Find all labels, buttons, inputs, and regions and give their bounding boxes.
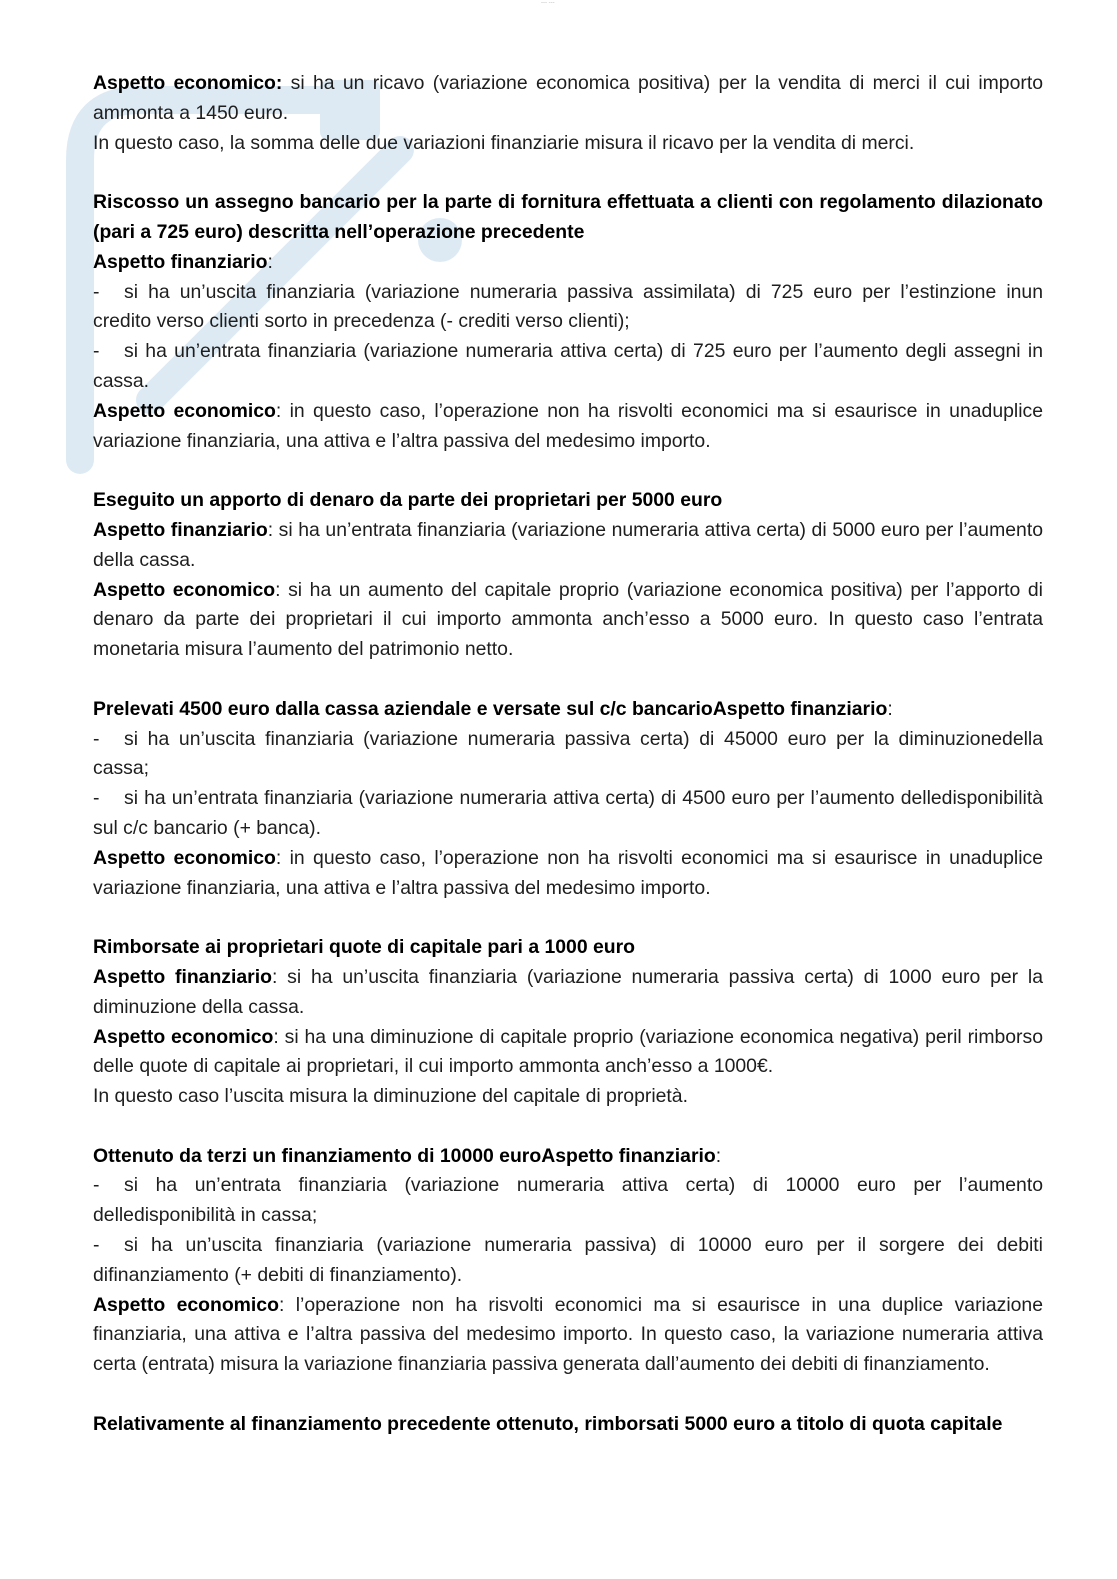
paragraph-text: : si ha un aumento del capitale proprio (variazione economica positiva) per l’apporto di denaro da parte dei proprietari il cui importo ammonta anch’esso a 5000 euro. In questo caso l’entrata monetaria misura l’aumento del patrimonio netto. xyxy=(93,578,1043,661)
bullet-text: si ha un’uscita finanziaria (variazione numeraria passiva certa) di 45000 euro per la diminuzionedella cassa; xyxy=(93,727,1043,780)
bullet-item xyxy=(93,278,1043,338)
paragraph-gap xyxy=(93,1112,1043,1142)
bullet-dash: - xyxy=(93,787,100,810)
section-heading-text: Relativamente al finanziamento precedente ottenuto, rimborsati 5000 euro a titolo di quota capitale xyxy=(93,1412,1003,1435)
section-heading xyxy=(93,1410,1043,1440)
bullet-text: si ha un’entrata finanziaria (variazione numeraria attiva certa) di 4500 euro per l’aumento delledisponibilità sul c/c bancario (+ banca). xyxy=(93,787,1043,839)
paragraph xyxy=(93,129,1043,159)
section-heading-text: Riscosso un assegno bancario per la parte di fornitura effettuata a clienti con regolamento dilazionato (pari a 725 euro) descritta nell’operazione precedente xyxy=(93,191,1043,243)
bullet-dash: - xyxy=(93,1234,100,1257)
bullet-item xyxy=(93,725,1043,785)
paragraph-text: : si ha un’entrata finanziaria (variazione numeraria attiva certa) di 5000 euro per l’aumento della cassa. xyxy=(93,518,1043,571)
section-heading-text: Rimborsate ai proprietari quote di capitale pari a 1000 euro xyxy=(93,936,636,959)
section-heading xyxy=(93,486,1043,516)
bullet-text: si ha un’uscita finanziaria (variazione numeraria passiva) di 10000 euro per il sorgere dei debiti difinanziamento (+ debiti di finanziamento). xyxy=(93,1234,1043,1286)
paragraph-gap xyxy=(93,456,1043,486)
paragraph-text: si ha un ricavo (variazione economica positiva) per la vendita di merci il cui importo ammonta a 1450 euro. xyxy=(93,72,1043,124)
paragraph-text: : si ha una diminuzione di capitale proprio (variazione economica negativa) peril rimborso delle quote di capitale ai proprietari, il cui importo ammonta anch’esso a 1000€. xyxy=(93,1025,1043,1078)
paragraph-gap xyxy=(93,903,1043,933)
paragraph-label: Aspetto economico xyxy=(93,846,276,869)
document-body xyxy=(93,69,1043,1440)
bullet-dash: - xyxy=(93,727,100,750)
paragraph xyxy=(93,963,1043,1023)
bullet-item xyxy=(93,784,1043,844)
bullet-item xyxy=(93,1171,1043,1231)
paragraph xyxy=(93,516,1043,576)
header-mark: --- --- xyxy=(541,0,555,6)
section-heading xyxy=(93,188,1043,248)
bullet-dash: - xyxy=(93,1174,100,1197)
paragraph-label: Aspetto economico: xyxy=(93,72,283,94)
section-heading-text: Eseguito un apporto di denaro da parte dei proprietari per 5000 euro xyxy=(93,489,723,512)
paragraph-label: Aspetto finanziario xyxy=(93,518,268,541)
bullet-text: si ha un’uscita finanziaria (variazione numeraria passiva assimilata) di 725 euro per l’estinzione inun credito verso clienti sorto in precedenza (- crediti verso clienti); xyxy=(93,280,1043,333)
paragraph xyxy=(93,248,1043,278)
bullet-dash: - xyxy=(93,340,100,363)
paragraph-gap xyxy=(93,665,1043,695)
paragraph-text: : in questo caso, l’operazione non ha risvolti economici ma si esaurisce in unaduplice variazione finanziaria, una attiva e l’altra passiva del medesimo importo. xyxy=(93,846,1043,899)
section-heading-tail: : xyxy=(887,697,893,720)
paragraph xyxy=(93,397,1043,457)
paragraph-text: : l’operazione non ha risvolti economici ma si esaurisce in una duplice variazione finanziaria, una attiva e l’altra passiva del medesimo importo. In questo caso, la variazione numeraria attiva certa (entrata) misura la variazione finanziaria passiva generata dall’aumento dei debiti di finanziamento. xyxy=(93,1293,1043,1376)
paragraph-gap xyxy=(93,158,1043,188)
section-heading xyxy=(93,695,1043,725)
section-heading-tail: : xyxy=(715,1144,722,1167)
paragraph-label: Aspetto economico xyxy=(93,399,276,422)
section-heading-text: Prelevati 4500 euro dalla cassa aziendale e versate sul c/c bancarioAspetto finanziario xyxy=(93,697,888,720)
paragraph xyxy=(93,1023,1043,1083)
bullet-text: si ha un’entrata finanziaria (variazione numeraria attiva certa) di 10000 euro per l’aumento delledisponibilità in cassa; xyxy=(93,1174,1043,1227)
paragraph-text: In questo caso l’uscita misura la diminuzione del capitale di proprietà. xyxy=(93,1085,688,1108)
section-heading xyxy=(93,1142,1043,1172)
paragraph-label: Aspetto economico xyxy=(93,578,276,601)
bullet-item xyxy=(93,1231,1043,1291)
paragraph-text: : xyxy=(267,250,273,273)
paragraph-gap xyxy=(93,1380,1043,1410)
paragraph xyxy=(93,1291,1043,1380)
paragraph-text: : si ha un’uscita finanziaria (variazione numeraria passiva certa) di 1000 euro per la diminuzione della cassa. xyxy=(93,965,1043,1018)
section-heading xyxy=(93,933,1043,963)
paragraph-text: : in questo caso, l’operazione non ha risvolti economici ma si esaurisce in unaduplice variazione finanziaria, una attiva e l’altra passiva del medesimo importo. xyxy=(93,399,1043,452)
bullet-text: si ha un’entrata finanziaria (variazione numeraria attiva certa) di 725 euro per l’aumento degli assegni in cassa. xyxy=(93,340,1043,392)
paragraph-label: Aspetto economico xyxy=(93,1293,279,1316)
paragraph xyxy=(93,844,1043,904)
section-heading-text: Ottenuto da terzi un finanziamento di 10000 euroAspetto finanziario xyxy=(93,1144,716,1167)
paragraph xyxy=(93,69,1043,129)
paragraph-label: Aspetto finanziario xyxy=(93,250,268,273)
bullet-item xyxy=(93,337,1043,397)
paragraph-text: In questo caso, la somma delle due variazioni finanziarie misura il ricavo per la vendita di merci. xyxy=(93,131,915,154)
paragraph-label: Aspetto economico xyxy=(93,1025,274,1048)
paragraph-label: Aspetto finanziario xyxy=(93,965,272,988)
paragraph xyxy=(93,1082,1043,1112)
bullet-dash: - xyxy=(93,280,100,303)
paragraph xyxy=(93,576,1043,665)
